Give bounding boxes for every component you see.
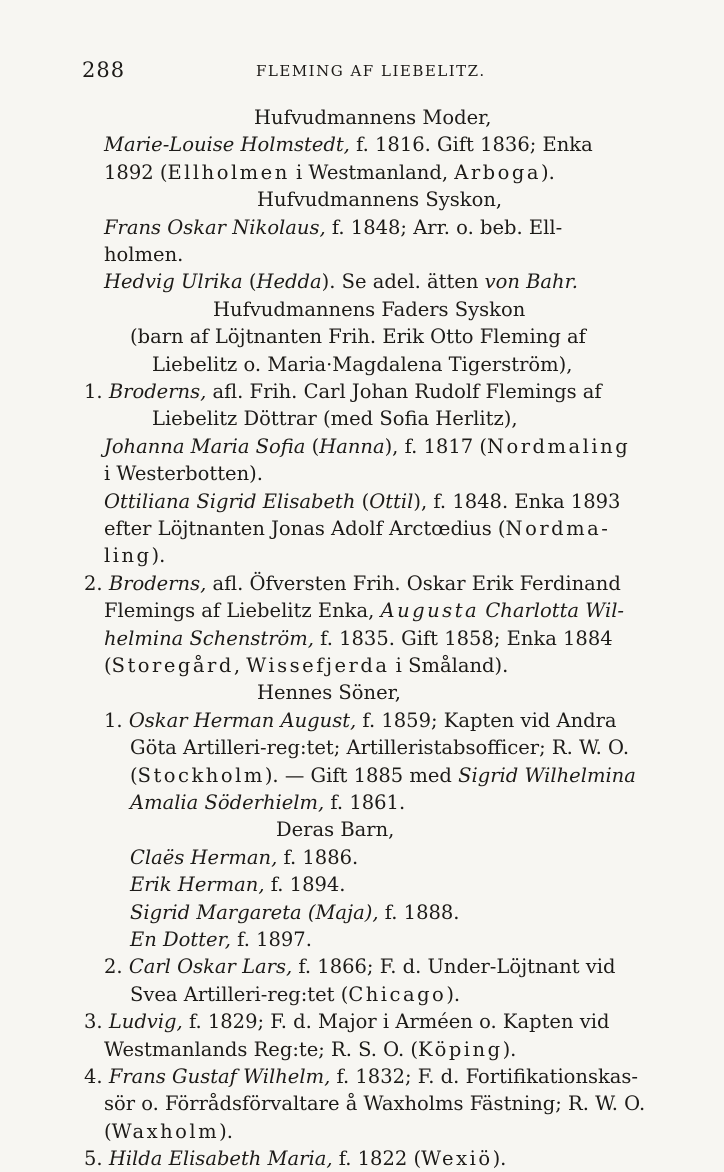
text-line (104, 214, 724, 241)
text-line (213, 296, 724, 323)
text-line (104, 652, 724, 679)
text-run: ). — Gift 1885 med (264, 763, 459, 787)
text-run: (barn af Löjtnanten Frih. Erik Otto Fleming af (130, 325, 586, 349)
italic-name: Hanna (319, 434, 385, 458)
italic-name: Amalia Söderhielm, (130, 791, 325, 814)
italic-name: Frans Oskar Nikolaus, (104, 215, 326, 239)
text-run: ). (219, 1119, 233, 1143)
text-run: f. 1816. Gift 1836; Enka (349, 133, 593, 157)
text-line (130, 871, 724, 898)
italic-name: Claës Herman, (130, 845, 278, 869)
text-line (84, 378, 724, 405)
text-run: f. 1888. (378, 900, 460, 924)
text-run: 1. (104, 708, 129, 732)
text-run: holmen. (104, 243, 184, 266)
text-line (104, 625, 724, 652)
text-run: ). (446, 982, 461, 1006)
text-run: Flemings af Liebelitz Enka, (104, 599, 381, 623)
text-run: f. 1832; F. d. Fortifikationskas- (330, 1065, 639, 1088)
text-line (104, 515, 724, 542)
text-run: , (233, 654, 247, 677)
text-run: afl. Frih. Carl Johan Rudolf Flemings af (206, 380, 602, 403)
text-run: Arboga (454, 160, 541, 184)
text-line (84, 570, 724, 597)
text-run: Storegård (111, 654, 234, 677)
page-number: 288 (82, 58, 126, 82)
text-line (104, 488, 724, 515)
text-line (104, 1118, 724, 1145)
italic-name: Erik Herman, (130, 873, 265, 897)
text-line (104, 131, 724, 158)
text-line (104, 1090, 724, 1117)
text-run: i Småland). (389, 654, 509, 677)
italic-name: Marie-Louise Holmstedt, (104, 133, 350, 157)
italic-name: Sigrid Margareta (Maja), (130, 900, 379, 924)
text-run: i Westerbotten). (104, 462, 263, 486)
text-run: ). (151, 544, 166, 568)
text-run: ( (104, 654, 112, 677)
text-run: efter Löjtnanten Jonas Adolf Arctœdius ( (104, 517, 506, 540)
text-line (257, 679, 724, 706)
text-run: 5. (84, 1147, 109, 1171)
text-run: Nordma- (505, 517, 611, 540)
text-run: Westmanlands Reg:te; R. S. O. ( (104, 1037, 419, 1061)
text-run: f. 1866; F. d. Under-Löjtnant vid (292, 955, 616, 979)
text-run: Hufvudmannens Syskon, (257, 188, 503, 212)
text-run: f. 1822 ( (332, 1147, 422, 1171)
text-run: Liebelitz Döttrar (med Sofia Herlitz), (152, 407, 518, 431)
text-run: ). (492, 1147, 507, 1171)
text-run: Ellholmen (167, 160, 290, 184)
italic-name: Frans Gustaf Wilhelm, (108, 1065, 331, 1088)
text-run: ( (242, 270, 257, 294)
text-line (104, 159, 724, 186)
italic-name: Augusta (380, 599, 480, 623)
text-line (130, 762, 724, 789)
text-run: 3. (84, 1010, 109, 1034)
text-run: ), f. 1848. Enka 1893 (413, 489, 621, 513)
italic-name: helmina Schenström, (104, 626, 314, 650)
italic-name: Ottiliana Sigrid Elisabeth (104, 489, 356, 513)
text-run: Wissefjerda (246, 654, 390, 677)
text-run: ( (355, 489, 370, 513)
text-run: ). (540, 160, 555, 184)
text-run: f. 1861. (324, 791, 406, 814)
text-line (152, 351, 724, 378)
italic-name: Charlotta Wil- (479, 599, 625, 623)
italic-name: Ludvig, (108, 1010, 183, 1034)
text-run: f. 1848; Arr. o. beb. Ell- (325, 215, 563, 239)
text-run: 2. (104, 955, 129, 979)
text-run: Deras Barn, (276, 818, 395, 842)
text-line (104, 433, 724, 460)
text-run: sör o. Förrådsförvaltare å Waxholms Fästning; R. W. O. (104, 1092, 646, 1116)
text-run: Svea Artilleri-reg:tet ( (130, 982, 349, 1006)
text-line (104, 707, 724, 734)
italic-name: Broderns, (108, 380, 207, 403)
text-run: Hufvudmannens Faders Syskon (213, 297, 526, 321)
text-run: ( (130, 763, 138, 787)
text-line (84, 1063, 724, 1090)
text-line (104, 953, 724, 980)
text-run: Chicago (348, 982, 447, 1006)
text-line (104, 268, 724, 295)
text-run: f. 1886. (277, 845, 359, 869)
italic-name: Carl Oskar Lars, (128, 955, 293, 979)
text-run: ), f. 1817 ( (384, 434, 487, 458)
text-line (104, 542, 724, 569)
text-run: 1. (84, 380, 109, 403)
text-run: f. 1894. (264, 873, 346, 897)
text-run: ). (502, 1037, 517, 1061)
text-line (130, 899, 724, 926)
text-run: 1892 ( (104, 160, 168, 184)
text-line (276, 816, 724, 843)
italic-name: Hedda (256, 270, 322, 294)
text-run: Stockholm (137, 763, 265, 787)
text-line (254, 104, 724, 131)
text-run: 2. (84, 571, 109, 595)
running-title: FLEMING AF LIEBELITZ. (256, 62, 486, 80)
genealogy-text (0, 104, 724, 1171)
text-run: ). Se adel. ätten (321, 270, 485, 294)
text-run: Waxholm (111, 1119, 220, 1143)
text-run: f. 1835. Gift 1858; Enka 1884 (313, 626, 613, 650)
text-run: f. 1829; F. d. Major i Arméen o. Kapten vid (182, 1010, 610, 1034)
italic-name: Hedvig Ulrika (104, 270, 243, 294)
text-line (104, 597, 724, 624)
text-run: afl. Öfversten Frih. Oskar Erik Ferdinand (206, 571, 621, 595)
text-run: 4. (84, 1065, 109, 1088)
text-run: f. 1859; Kapten vid Andra (356, 708, 617, 732)
text-run: Liebelitz o. Maria·Magdalena Tigerström), (152, 352, 573, 376)
page-header (82, 58, 682, 88)
text-line (130, 844, 724, 871)
text-line (257, 186, 724, 213)
text-line (130, 323, 724, 350)
italic-name: Johanna Maria Sofia (104, 434, 306, 458)
text-line (104, 1036, 724, 1063)
text-run: Göta Artilleri-reg:tet; Artilleristabsofficer; R. W. O. (130, 736, 630, 760)
text-run: Köping (418, 1037, 503, 1061)
text-line (130, 789, 724, 816)
text-run: f. 1897. (230, 928, 312, 951)
italic-name: Broderns, (108, 571, 207, 595)
text-run: ( (305, 434, 320, 458)
italic-name: En Dotter, (130, 928, 231, 951)
text-run: Hufvudmannens Moder, (254, 106, 492, 129)
italic-name: von Bahr. (484, 270, 578, 294)
text-run: i Westmanland, (289, 160, 455, 184)
text-line (84, 1008, 724, 1035)
text-line (130, 926, 724, 953)
text-run: Wexiö (421, 1147, 493, 1171)
text-line (152, 405, 724, 432)
italic-name: Ottil (369, 489, 414, 513)
italic-name: Hilda Elisabeth Maria, (108, 1147, 333, 1171)
text-line (104, 460, 724, 487)
italic-name: Sigrid Wilhelmina (458, 763, 636, 787)
italic-name: Oskar Herman August, (128, 708, 357, 732)
text-line (84, 1145, 724, 1172)
text-run: ( (104, 1119, 112, 1143)
text-line (130, 981, 724, 1008)
text-run: Nordmaling (486, 434, 631, 458)
text-line (130, 734, 724, 761)
text-line (104, 241, 724, 268)
text-run: ling (104, 544, 152, 568)
text-run: Hennes Söner, (257, 681, 401, 705)
